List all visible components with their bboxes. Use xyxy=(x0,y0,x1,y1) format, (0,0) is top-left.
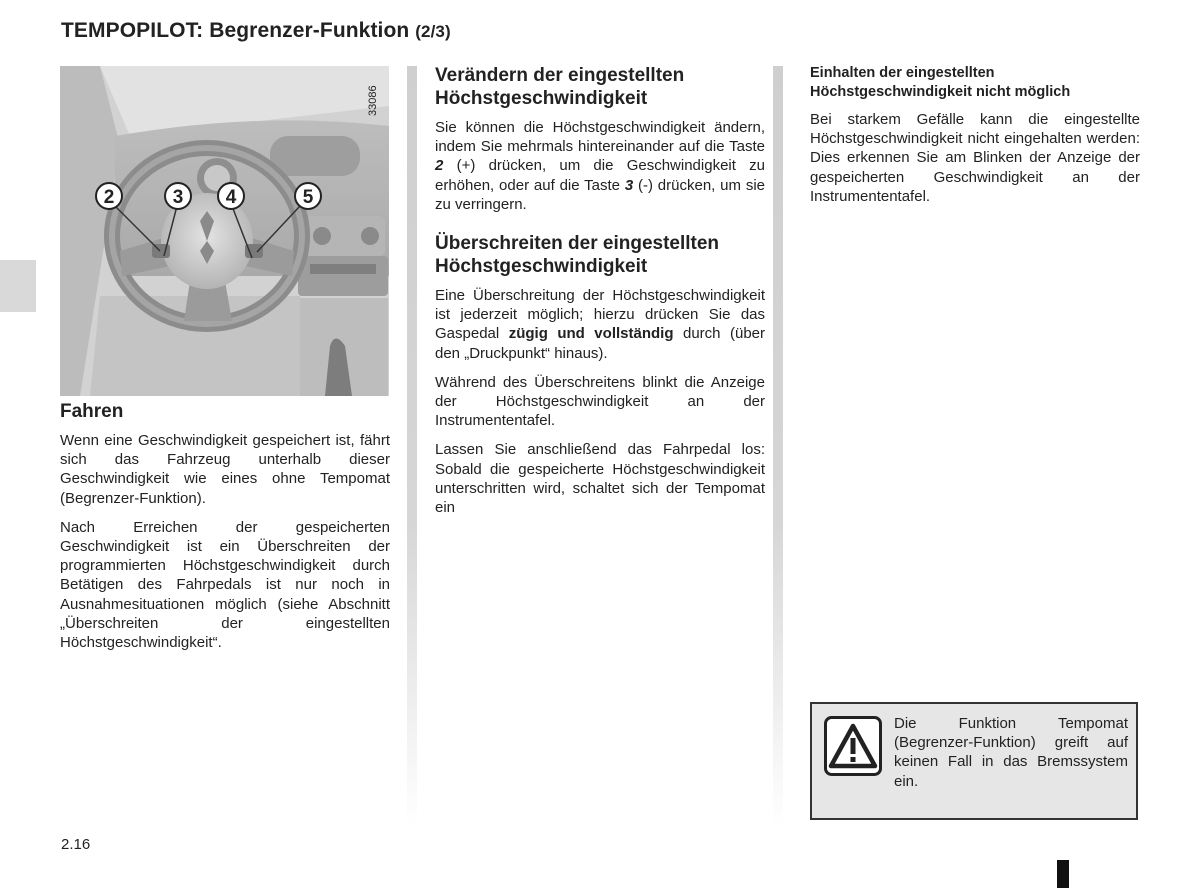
page-title-main: TEMPOPILOT: Begrenzer-Funktion xyxy=(61,19,410,42)
callout-2 xyxy=(96,183,122,209)
page-number: 2.16 xyxy=(61,836,91,853)
section-heading-fahren: Fahren xyxy=(60,401,124,422)
paragraph: Lassen Sie anschließend das Fahrpedal los: Sobald die gespeicherte Höchstgeschwindigkeit unterschritten wird, schaltet sich der Tempomat ein xyxy=(435,441,765,517)
corner-mark xyxy=(1057,860,1069,888)
warning-box xyxy=(810,702,1138,820)
key-label: 3 xyxy=(624,176,634,194)
column-divider-2 xyxy=(773,66,783,826)
paragraph: Nach Erreichen der gespeicherten Geschwindigkeit ist ein Überschreiten der programmierten Höchstgeschwindigkeit durch Betätigen des Fahrpedals ist nur noch in Ausnahmesituationen möglich (siehe Abschnitt „Überschreiten der eingestellten Höchstgeschwindigkeit“. xyxy=(60,518,390,652)
callout-3 xyxy=(165,183,191,209)
svg-text:5: 5 xyxy=(302,187,314,208)
section-heading-veraendern: Verändern der eingestellten Höchstgeschwindigkeit xyxy=(435,65,685,109)
column-1 xyxy=(60,400,390,662)
steering-wheel-illustration xyxy=(60,66,389,396)
column-divider-1 xyxy=(407,66,417,826)
paragraph: Sie können die Höchstgeschwindigkeit ändern, indem Sie mehrmals hintereinander auf die Taste 2 (+) drücken, um die Geschwindigkeit zu erhöhen, oder auf die Taste 3 (-) drücken, um sie zu verringern. xyxy=(435,119,766,213)
paragraph: Wenn eine Geschwindigkeit gespeichert ist, fährt sich das Fahrzeug unterhalb dieser Geschwindigkeit wie eines ohne Tempomat (Begrenzer-Funktion). xyxy=(60,432,390,507)
column-3 xyxy=(810,64,1140,216)
paragraph: Bei starkem Gefälle kann die eingestellte Höchstgeschwindigkeit nicht eingehalten werden: Dies erkennen Sie am Blinken der Anzeige der gespeicherten Geschwindigkeit an der Instrumententafel. xyxy=(810,111,1140,205)
callout-5 xyxy=(295,183,321,209)
page-title-sub: (2/3) xyxy=(415,22,451,41)
warning-text: Die Funktion Tempomat (Begrenzer-Funktion) greift auf keinen Fall in das Bremssystem ein. xyxy=(894,715,1128,790)
chapter-tab xyxy=(0,260,36,312)
key-label: 2 xyxy=(435,157,444,175)
warning-triangle-icon xyxy=(824,716,882,776)
page-title xyxy=(61,19,451,43)
callout-4 xyxy=(218,183,244,209)
paragraph: Während des Überschreitens blinkt die Anzeige der Höchstgeschwindigkeit an der Instrumententafel. xyxy=(435,373,765,430)
svg-text:4: 4 xyxy=(225,187,237,208)
bold-text: zügig und vollständig xyxy=(508,325,674,343)
section-heading-einhalten: Einhalten der eingestellten Höchstgeschwindigkeit nicht möglich xyxy=(810,65,1071,100)
svg-text:3: 3 xyxy=(172,187,184,208)
image-code: 33086 xyxy=(367,85,379,116)
svg-text:2: 2 xyxy=(103,187,115,208)
column-2 xyxy=(435,64,765,527)
section-heading-ueberschreiten: Überschreiten der eingestellten Höchstgeschwindigkeit xyxy=(435,233,720,278)
paragraph: Eine Überschreitung der Höchstgeschwindigkeit ist jederzeit möglich; hierzu drücken Sie das Gaspedal zügig und vollständig durch (über den „Druckpunkt“ hinaus). xyxy=(435,287,766,362)
